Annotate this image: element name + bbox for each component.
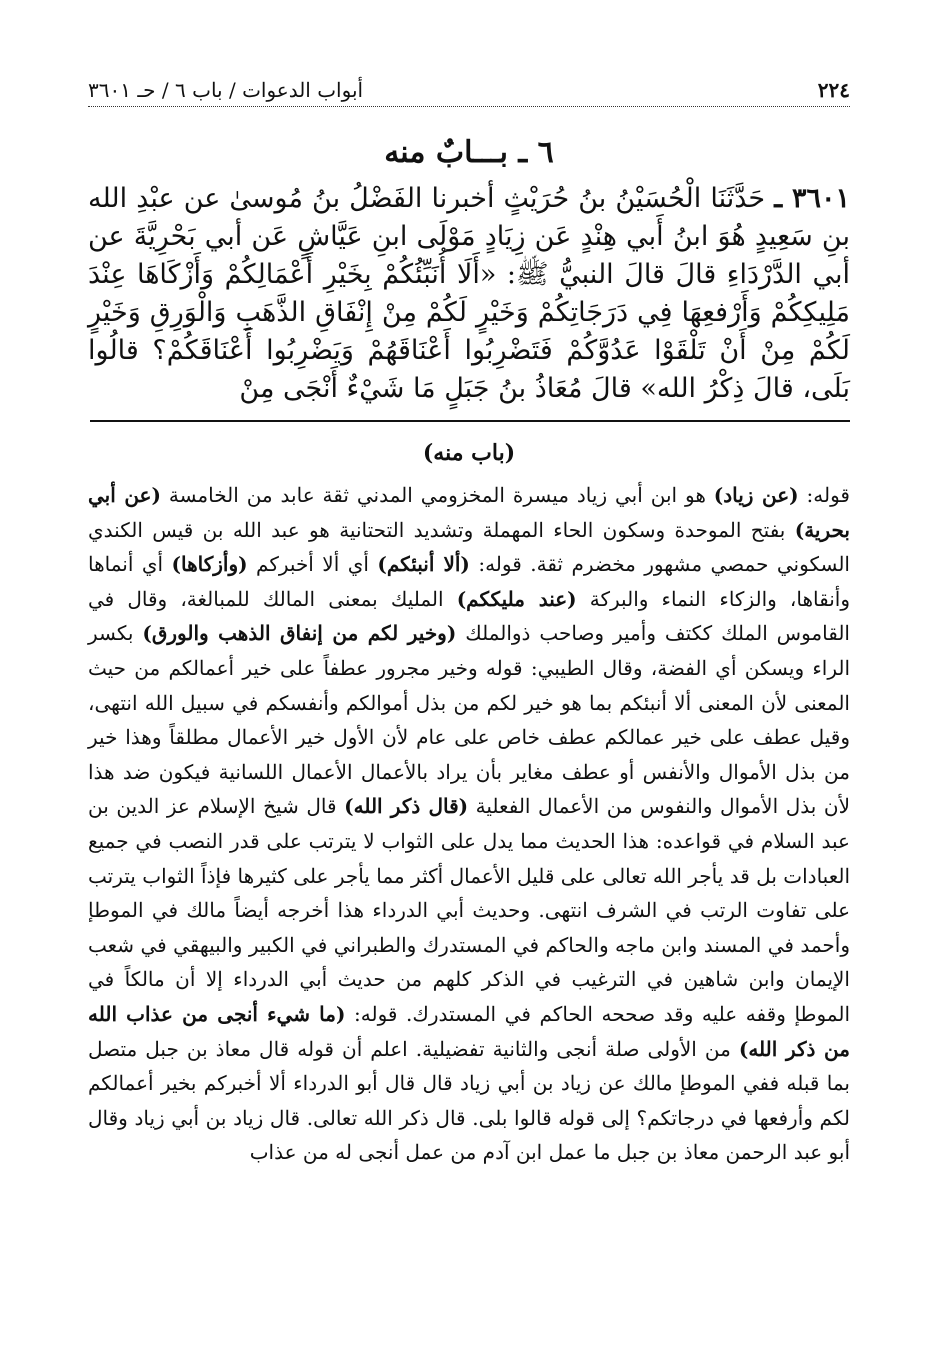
commentary-run: بفتح الموحدة وسكون الحاء المهملة وتشديد التحتانية هو عبد الله بن قيس الكندي السكوني حمصي مشهور مخضرم ثقة. قوله: [88, 517, 850, 577]
commentary-lemma: (وخير لكم من إنفاق الذهب والورق) [142, 621, 457, 646]
footnote-divider [90, 420, 850, 422]
hadith-text: حَدَّثَنَا الْحُسَيْنُ بنُ حُرَيْثٍ أخبرنا الفَضْلُ بنُ مُوسىٰ عن عبْدِ الله بنِ سَعِيدٍ هُوَ ابنُ أَبي هِنْدٍ عَن زِيَادٍ مَوْلَى ابنِ عَيَّاشٍ عَن أبي بَحْرِيَّةَ عن أبي الدَّرْدَاءِ قالَ قالَ النبيُّ ﷺ: «أَلَا أُنَبِّئُكُمْ بِخَيْرِ أَعْمَالِكُمْ وَأَزْكَاهَا عِنْدَ مَلِيكِكُمْ وَأَرْفعِهَا فِي دَرَجَاتِكُمْ وَخَيْرٍ لَكُمْ مِنْ إِنْفَاقِ الذَّهَبِ وَالْوَرِقِ وَخَيْرٍ لَكُمْ مِنْ أَنْ تَلْقَوْا عَدُوَّكُمْ فَتَضْرِبُوا أَعْنَاقَهُمْ وَيَضْرِبُوا أَعْنَاقَكُمْ؟ قالُوا بَلَى، قالَ ذِكْرُ الله» قالَ مُعَاذُ بنُ جَبَلٍ مَا شَيْءٌ أَنْجَى مِنْ [88, 183, 850, 404]
commentary-title: (باب منه) [422, 440, 516, 466]
chapter-title: ٦ ـ بـــابٌ منه [384, 135, 554, 170]
commentary-lemma: (عند مليككم) [456, 586, 577, 611]
commentary-run: بكسر الراء ويسكن أي الفضة، وقال الطيبي: قوله وخير مجرور عطفاً على خير أعمالكم من حيث المعنى لأن المعنى ألا أنبئكم بما هو خير لكم من بذل أموالكم وأنفسكم في سبيل الله انتهى، وقيل عطف على خير عمالكم عطف خاص على عام لأن الأول خير الأعمال مطلقاً وهذا خير من بذل الأموال والأنفس أو عطف مغاير بأن يراد بالأعمال الأعمال اللسانية فيكون ضد هذا لأن بذل الأموال والنفوس من الأعمال الفعلية [88, 621, 850, 819]
page-number: ٢٢٤ [817, 78, 850, 102]
commentary-lemma: (عن زياد) [713, 483, 799, 507]
running-title: أبواب الدعوات / باب ٦ / حـ ٣٦٠١ [88, 78, 364, 102]
hadith-block [88, 180, 850, 408]
hadith-number: ٣٦٠١ ـ [774, 183, 850, 214]
commentary-run: هو ابن أبي زياد ميسرة المخزومي المدني ثقة عابد من الخامسة [160, 483, 714, 507]
page [88, 78, 850, 1170]
commentary-run: قال شيخ الإسلام عز الدين بن عبد السلام في قواعده: هذا الحديث مما يدل على الثواب لا يترتب على قدر النصب في جميع العبادات بل قد يأجر الله تعالى على قليل الأعمال أكثر مما يأجر على كثيرها فإذاً الثواب يترتب على تفاوت الرتب في الشرف انتهى. وحديث أبي الدرداء هذا أخرجه أيضاً مالك في الموطإ وأحمد في المسند وابن ماجه والحاكم في المستدرك والطبراني في الكبير والبيهقي في شعب الإيمان وابن شاهين في الترغيب في الذكر كلهم من حديث أبي الدرداء إلا أن مالكاً في الموطإ وقفه عليه وقد صححه الحاكم في المستدرك. قوله: [88, 794, 850, 1026]
commentary-run: المليك بمعنى المالك للمبالغة، وقال في القاموس الملك ككتف وأمير وصاحب ذوالملك [88, 586, 850, 646]
commentary-text [88, 478, 850, 1170]
running-header [88, 78, 850, 107]
commentary-run: من الأولى صلة أنجى والثانية تفضيلية. اعلم أن قوله قال معاذ بن جبل متصل بما قبله ففي الموطإ مالك عن زياد بن أبي زياد قال قال أبو الدرداء ألا أخبركم بخير أعمالكم لكم وأرفعها في درجاتكم؟ إلى قوله قالوا بلى. قال ذكر الله تعالى. قال زياد بن أبي زياد وقال أبو عبد الرحمن معاذ بن جبل ما عمل ابن آدم من عمل أنجى له من عذاب [88, 1036, 850, 1165]
commentary-run: أي ألا أخبركم [247, 552, 378, 577]
commentary-lemma: (وأزكاها) [171, 552, 248, 577]
commentary-lemma: (قال ذكر الله) [344, 794, 469, 819]
commentary-run: أي أنماها وأنقاها، والزكاء النماء والبركة [88, 552, 851, 611]
commentary-lemma: (عن أبي بحرية) [88, 483, 850, 542]
commentary-paragraph [88, 478, 850, 1170]
commentary-lemma: (ألا أنبئكم) [377, 552, 470, 577]
commentary-run: قوله: [798, 483, 850, 507]
commentary-lemma: (ما شيء أنجى من عذاب الله من ذكر الله) [88, 1001, 850, 1061]
